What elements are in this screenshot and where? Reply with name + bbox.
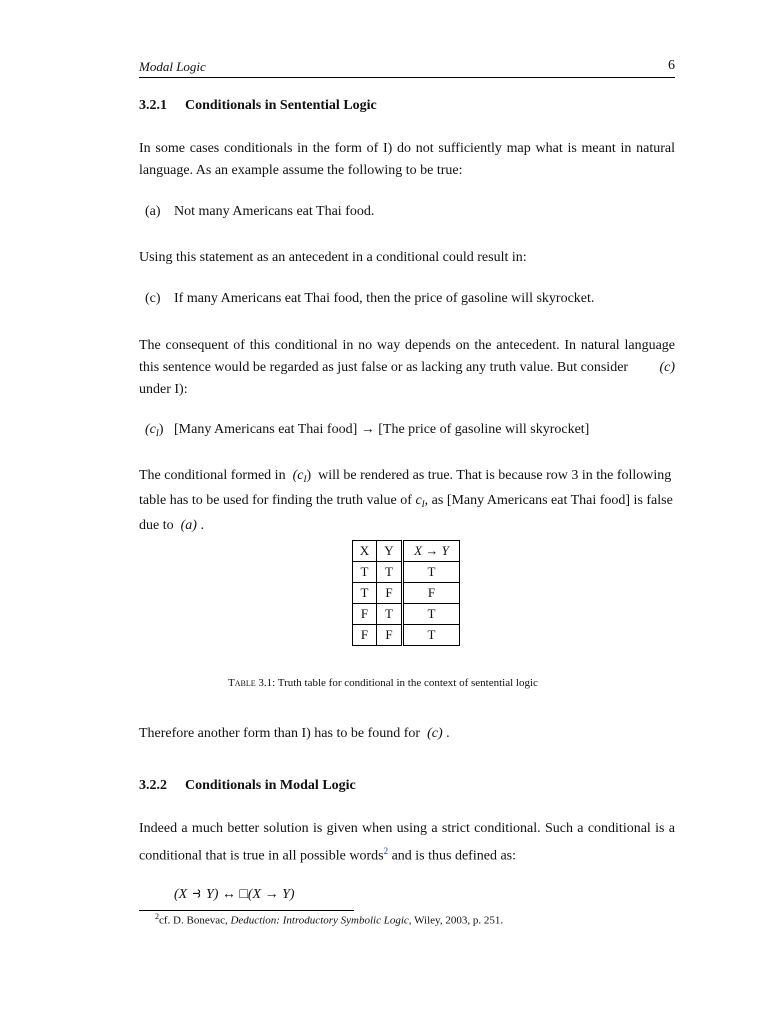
section-heading-3-2-2 [139, 778, 356, 794]
table-cell: F [353, 625, 377, 646]
paragraph-strict-conditional [139, 818, 675, 868]
paragraph-antecedent [139, 247, 675, 269]
paragraph-line: Using this statement as an antecedent in a conditional could result in: [139, 250, 527, 265]
statement-reference: (c) [659, 360, 675, 375]
table-cell: T [377, 562, 403, 583]
table-cell: T [403, 604, 460, 625]
paragraph-line: under I): [139, 382, 188, 397]
truth-table [352, 540, 460, 646]
statement-label: $(c_I)$ [145, 422, 164, 438]
table-row [353, 562, 460, 583]
table-cell: F [403, 583, 460, 604]
paragraph-intro [139, 138, 675, 182]
paragraph-line: due to (a) . [139, 518, 204, 533]
paragraph-therefore [139, 723, 675, 745]
footnote-mark: 2 [155, 912, 159, 921]
table-cell: T [403, 562, 460, 583]
caption-label: Table 3.1: [228, 677, 276, 689]
table-cell: T [403, 625, 460, 646]
table-header-row [353, 541, 460, 562]
table-caption [228, 677, 538, 689]
statement-reference: $(c_I)$ [292, 468, 312, 484]
statement-cI [145, 422, 589, 438]
footnote-rule [139, 910, 354, 911]
paragraph-line [139, 357, 675, 379]
footnote: $^2$cf. D. Bonevac, Deduction: Introductory Symbolic Logic, Wiley, 2003, p. 251. [155, 912, 504, 927]
section-title: Conditionals in Sentential Logic [185, 98, 377, 113]
section-heading-3-2-1 [139, 98, 377, 114]
statement-c [145, 291, 594, 307]
statement-reference: (c) [427, 726, 443, 741]
section-number: 3.2.2 [139, 778, 167, 793]
paragraph-line: conditional that is true in all possible words$^2$ and is thus defined as: [139, 846, 516, 864]
section-title: Conditionals in Modal Logic [185, 778, 356, 793]
caption-text: Truth table for conditional in the context of sentential logic [277, 677, 538, 689]
table-header-cell: X [353, 541, 377, 562]
table-row [353, 625, 460, 646]
paragraph-text: this sentence would be regarded as just false or as lacking any truth value. But consider [139, 360, 629, 375]
footnote-reference[interactable]: 2 [383, 846, 389, 856]
table-cell: T [353, 583, 377, 604]
paragraph-line: The conditional formed in $(c_I)$ will be rendered as true. That is because row 3 in the following [139, 468, 672, 484]
table-header-cell: Y [377, 541, 403, 562]
statement-label: (c) [145, 291, 161, 306]
table-cell: F [377, 583, 403, 604]
table-cell: T [353, 562, 377, 583]
header-rule [139, 77, 675, 78]
table-row [353, 583, 460, 604]
statement-text: Not many Americans eat Thai food. [174, 204, 375, 219]
table-header-cell: X → Y [403, 541, 460, 562]
paragraph-conditional-true [139, 465, 675, 537]
strict-conditional-formula: (X ⥽ Y) ↔ □(X → Y) [174, 887, 295, 902]
table-cell: T [377, 604, 403, 625]
paragraph-line: language. As an example assume the following to be true: [139, 163, 463, 178]
statement-text: [Many Americans eat Thai food] → [The price of gasoline will skyrocket] [174, 422, 590, 437]
page-number: 6 [668, 58, 675, 73]
table-cell: F [353, 604, 377, 625]
paragraph-line: In some cases conditionals in the form of I) do not sufficiently map what is meant in natural [139, 141, 675, 156]
footnote-book-title: Deduction: Introductory Symbolic Logic [230, 914, 409, 927]
paragraph-line: table has to be used for finding the truth value of $c_I$, as [Many Americans eat Thai food] is false [139, 493, 673, 509]
statement-a [145, 204, 374, 220]
paragraph-line: The consequent of this conditional in no way depends on the antecedent. In natural language [139, 338, 675, 353]
section-number: 3.2.1 [139, 98, 167, 113]
running-header-title: Modal Logic [139, 59, 206, 74]
paragraph-line: Indeed a much better solution is given when using a strict conditional. Such a conditional is a [139, 821, 675, 836]
table-row [353, 604, 460, 625]
paragraph-consequent [139, 335, 675, 401]
statement-reference: (a) [180, 518, 197, 533]
paragraph-line: Therefore another form than I) has to be found for (c) . [139, 726, 450, 741]
statement-text: If many Americans eat Thai food, then the price of gasoline will skyrocket. [174, 291, 595, 306]
statement-label: (a) [145, 204, 161, 219]
table-cell: F [377, 625, 403, 646]
